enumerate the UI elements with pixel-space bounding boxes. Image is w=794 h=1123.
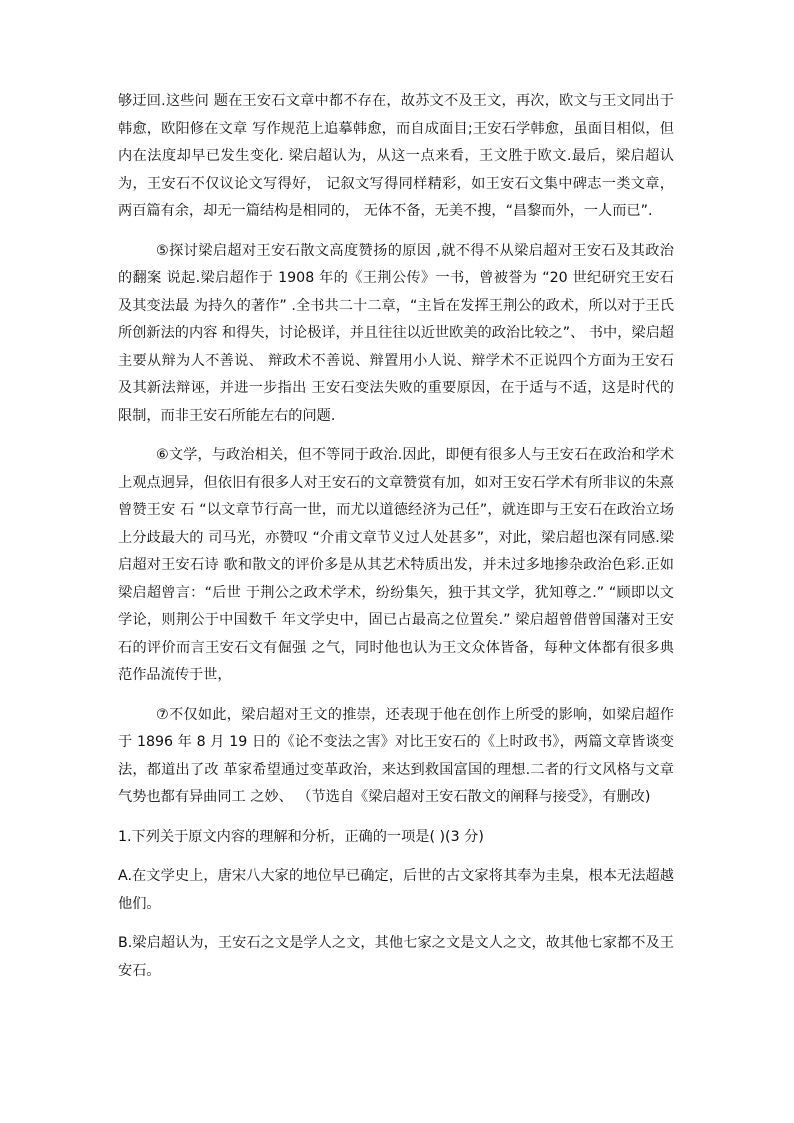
paragraph-5: ⑤探讨梁启超对王安石散文高度赞扬的原因 ,就不得不从梁启超对王安石及其政治的翻案 说起.梁启超作于 1908 年的《王荆公传》一书，曾被誉为 “20 世纪研究王安石及其变法最 为持久的著作” .全书共二十二章，“主旨在发挥王荆公的政术，所以对于王氏所创新法的内容 和得失，讨论极详，并且往往以近世欧美的政治比较之”、 书中，梁启超主要从辩为人不善说、 辩政术不善说、辩置用小人说、辩学术不正说四个方面为王安石及其新法辩诬，并进一步指出 王安石变法失败的重要原因，在于适与不适，这是时代的限制，而非王安石所能左右的问题. (118, 242, 674, 424)
paragraph-6: ⑥文学，与政治相关，但不等同于政治.因此，即便有很多人与王安石在政治和学术上观点迥异，但依旧有很多人对王安石的文章赞赏有加，如对王安石学术有所非议的朱熹曾赞王安 石 “以文章节行高一世，而尤以道德经济为己任”，就连即与王安石在政治立场上分歧最大的 司马光，亦赞叹 “介甫文章节义过人处甚多”，对此，梁启超也深有同感.梁启超对王安石诗 歌和散文的评价多是从其艺术特质出发，并未过多地掺杂政治色彩.正如梁启超曾言：“后世 于荆公之政术学术，纷纷集矢，独于其文学，犹知尊之.” “顾即以文学论，则荆公于中国数千 年文学史中，固已占最高之位置矣.” 梁启超曾借曾国藩对王安石的评价而言王安石文有倔强 之气，同时他也认为王文众体皆备，每种文体都有很多典范作品流传于世， (118, 447, 674, 683)
option-b: B.梁启超认为，王安石之文是学人之文，其他七家之文是文人之文，故其他七家都不及王安石。 (118, 935, 674, 979)
option-a: A.在文学史上，唐宋八大家的地位早已确定，后世的古文家将其奉为圭臬，根本无法超越他们。 (118, 868, 674, 912)
question-1: 1.下列关于原文内容的理解和分析，正确的一项是( )(3 分) (118, 828, 484, 845)
paragraph-7: ⑦不仅如此，梁启超对王文的推崇，还表现于他在创作上所受的影响，如梁启超作于 1896 年 8 月 19 日的《论不变法之害》对比王安石的《上时政书》，两篇文章皆谈变法，都道出了改 革家希望通过变革政治，来达到救国富国的理想.二者的行文风格与文章气势也都有异曲同工 之妙、 （节选自《梁启超对王安石散文的阐释与接受》，有删改) (118, 706, 674, 805)
document-body (118, 88, 674, 985)
paragraph-continued: 够迂回.这些问 题在王安石文章中都不存在，故苏文不及王文，再次，欧文与王文同出于韩愈，欧阳修在文章 写作规范上追摹韩愈，而自成面目;王安石学韩愈，虽面目相似，但内在法度却早已发生变化. 梁启超认为，从这一点来看，王文胜于欧文.最后，梁启超认为，王安石不仅议论文写得好， 记叙文写得同样精彩，如王安石文集中碑志一类文章，两百篇有余，却无一篇结构是相同的， 无体不备，无美不搜，“昌黎而外，一人而已”. (118, 93, 674, 219)
